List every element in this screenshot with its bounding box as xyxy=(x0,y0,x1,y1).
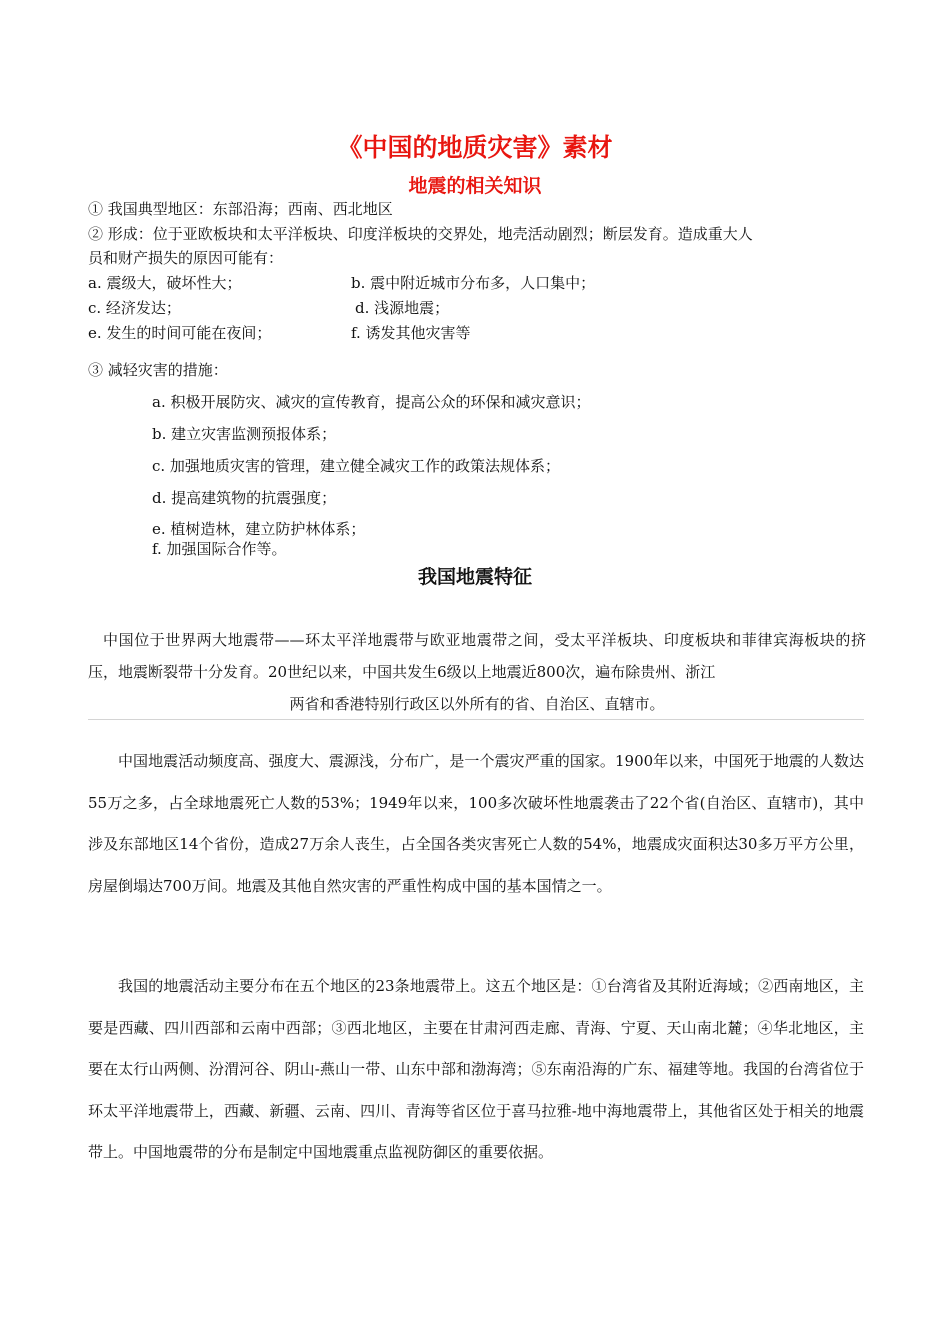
cause-item: e. 发生的时间可能在夜间； xyxy=(88,324,272,342)
knowledge-point-regions: ① 我国典型地区：东部沿海；西南、西北地区 xyxy=(88,200,393,218)
cause-item: c. 经济发达； xyxy=(88,299,181,317)
measure-item: e. 植树造林，建立防护林体系； xyxy=(152,520,366,538)
knowledge-point-formation: ② 形成：位于亚欧板块和太平洋板块、印度洋板块的交界处，地壳活动剧烈；断层发育。造成重大人 xyxy=(88,225,753,243)
measure-item: c. 加强地质灾害的管理，建立健全减灾工作的政策法规体系； xyxy=(152,457,560,475)
cause-item: f. 诱发其他灾害等 xyxy=(351,324,471,342)
cause-item: a. 震级大，破坏性大； xyxy=(88,274,242,292)
page-title: 《中国的地质灾害》素材 xyxy=(337,133,613,162)
measure-item: b. 建立灾害监测预报体系； xyxy=(152,425,337,443)
knowledge-point-measures: ③ 减轻灾害的措施： xyxy=(88,361,228,379)
cause-item: b. 震中附近城市分布多，人口集中； xyxy=(351,274,596,292)
features-intro xyxy=(88,624,866,720)
paragraph-activity: 中国地震活动频度高、强度大、震源浅，分布广，是一个震灾严重的国家。1900年以来，中国死于地震的人数达55万之多，占全球地震死亡人数的53%；1949年以来，100多次破坏性地震袭击了22个省(自治区、直辖市)，其中涉及东部地区14个省份，造成27万余人丧生，占全国各类灾害死亡人数的54%，地震成灾面积达30多万平方公里，房屋倒塌达700万间。地震及其他自然灾害的严重性构成中国的基本国情之一。 xyxy=(88,752,864,895)
features-intro-last-line: 两省和香港特别行政区以外所有的省、自治区、直辖市。 xyxy=(289,695,665,713)
section-title-earthquake-features: 我国地震特征 xyxy=(417,566,532,588)
measure-item: d. 提高建筑物的抗震强度； xyxy=(152,489,337,507)
cause-item: d. 浅源地震； xyxy=(355,299,450,317)
knowledge-point-formation-cont: 员和财产损失的原因可能有： xyxy=(88,249,284,267)
paragraph-distribution: 我国的地震活动主要分布在五个地区的23条地震带上。这五个地区是：①台湾省及其附近海域；②西南地区，主要是西藏、四川西部和云南中西部；③西北地区，主要在甘肃河西走廊、青海、宁夏、天山南北麓；④华北地区，主要在太行山两侧、汾渭河谷、阴山-燕山一带、山东中部和渤海湾；⑤东南沿海的广东、福建等地。我国的台湾省位于环太平洋地震带上，西藏、新疆、云南、四川、青海等省区位于喜马拉雅-地中海地震带上，其他省区处于相关的地震带上。中国地震带的分布是制定中国地震重点监视防御区的重要依据。 xyxy=(88,977,864,1161)
section-title-earthquake-knowledge: 地震的相关知识 xyxy=(408,175,542,197)
features-intro-text: 中国位于世界两大地震带——环太平洋地震带与欧亚地震带之间，受太平洋板块、印度板块和菲律宾海板块的挤压，地震断裂带十分发育。20世纪以来，中国共发生6级以上地震近800次，遍布除贵州、浙江 xyxy=(88,631,866,681)
measure-item: a. 积极开展防灾、减灾的宣传教育，提高公众的环保和减灾意识； xyxy=(152,393,591,411)
divider xyxy=(88,719,864,720)
measure-item: f. 加强国际合作等。 xyxy=(152,540,287,558)
